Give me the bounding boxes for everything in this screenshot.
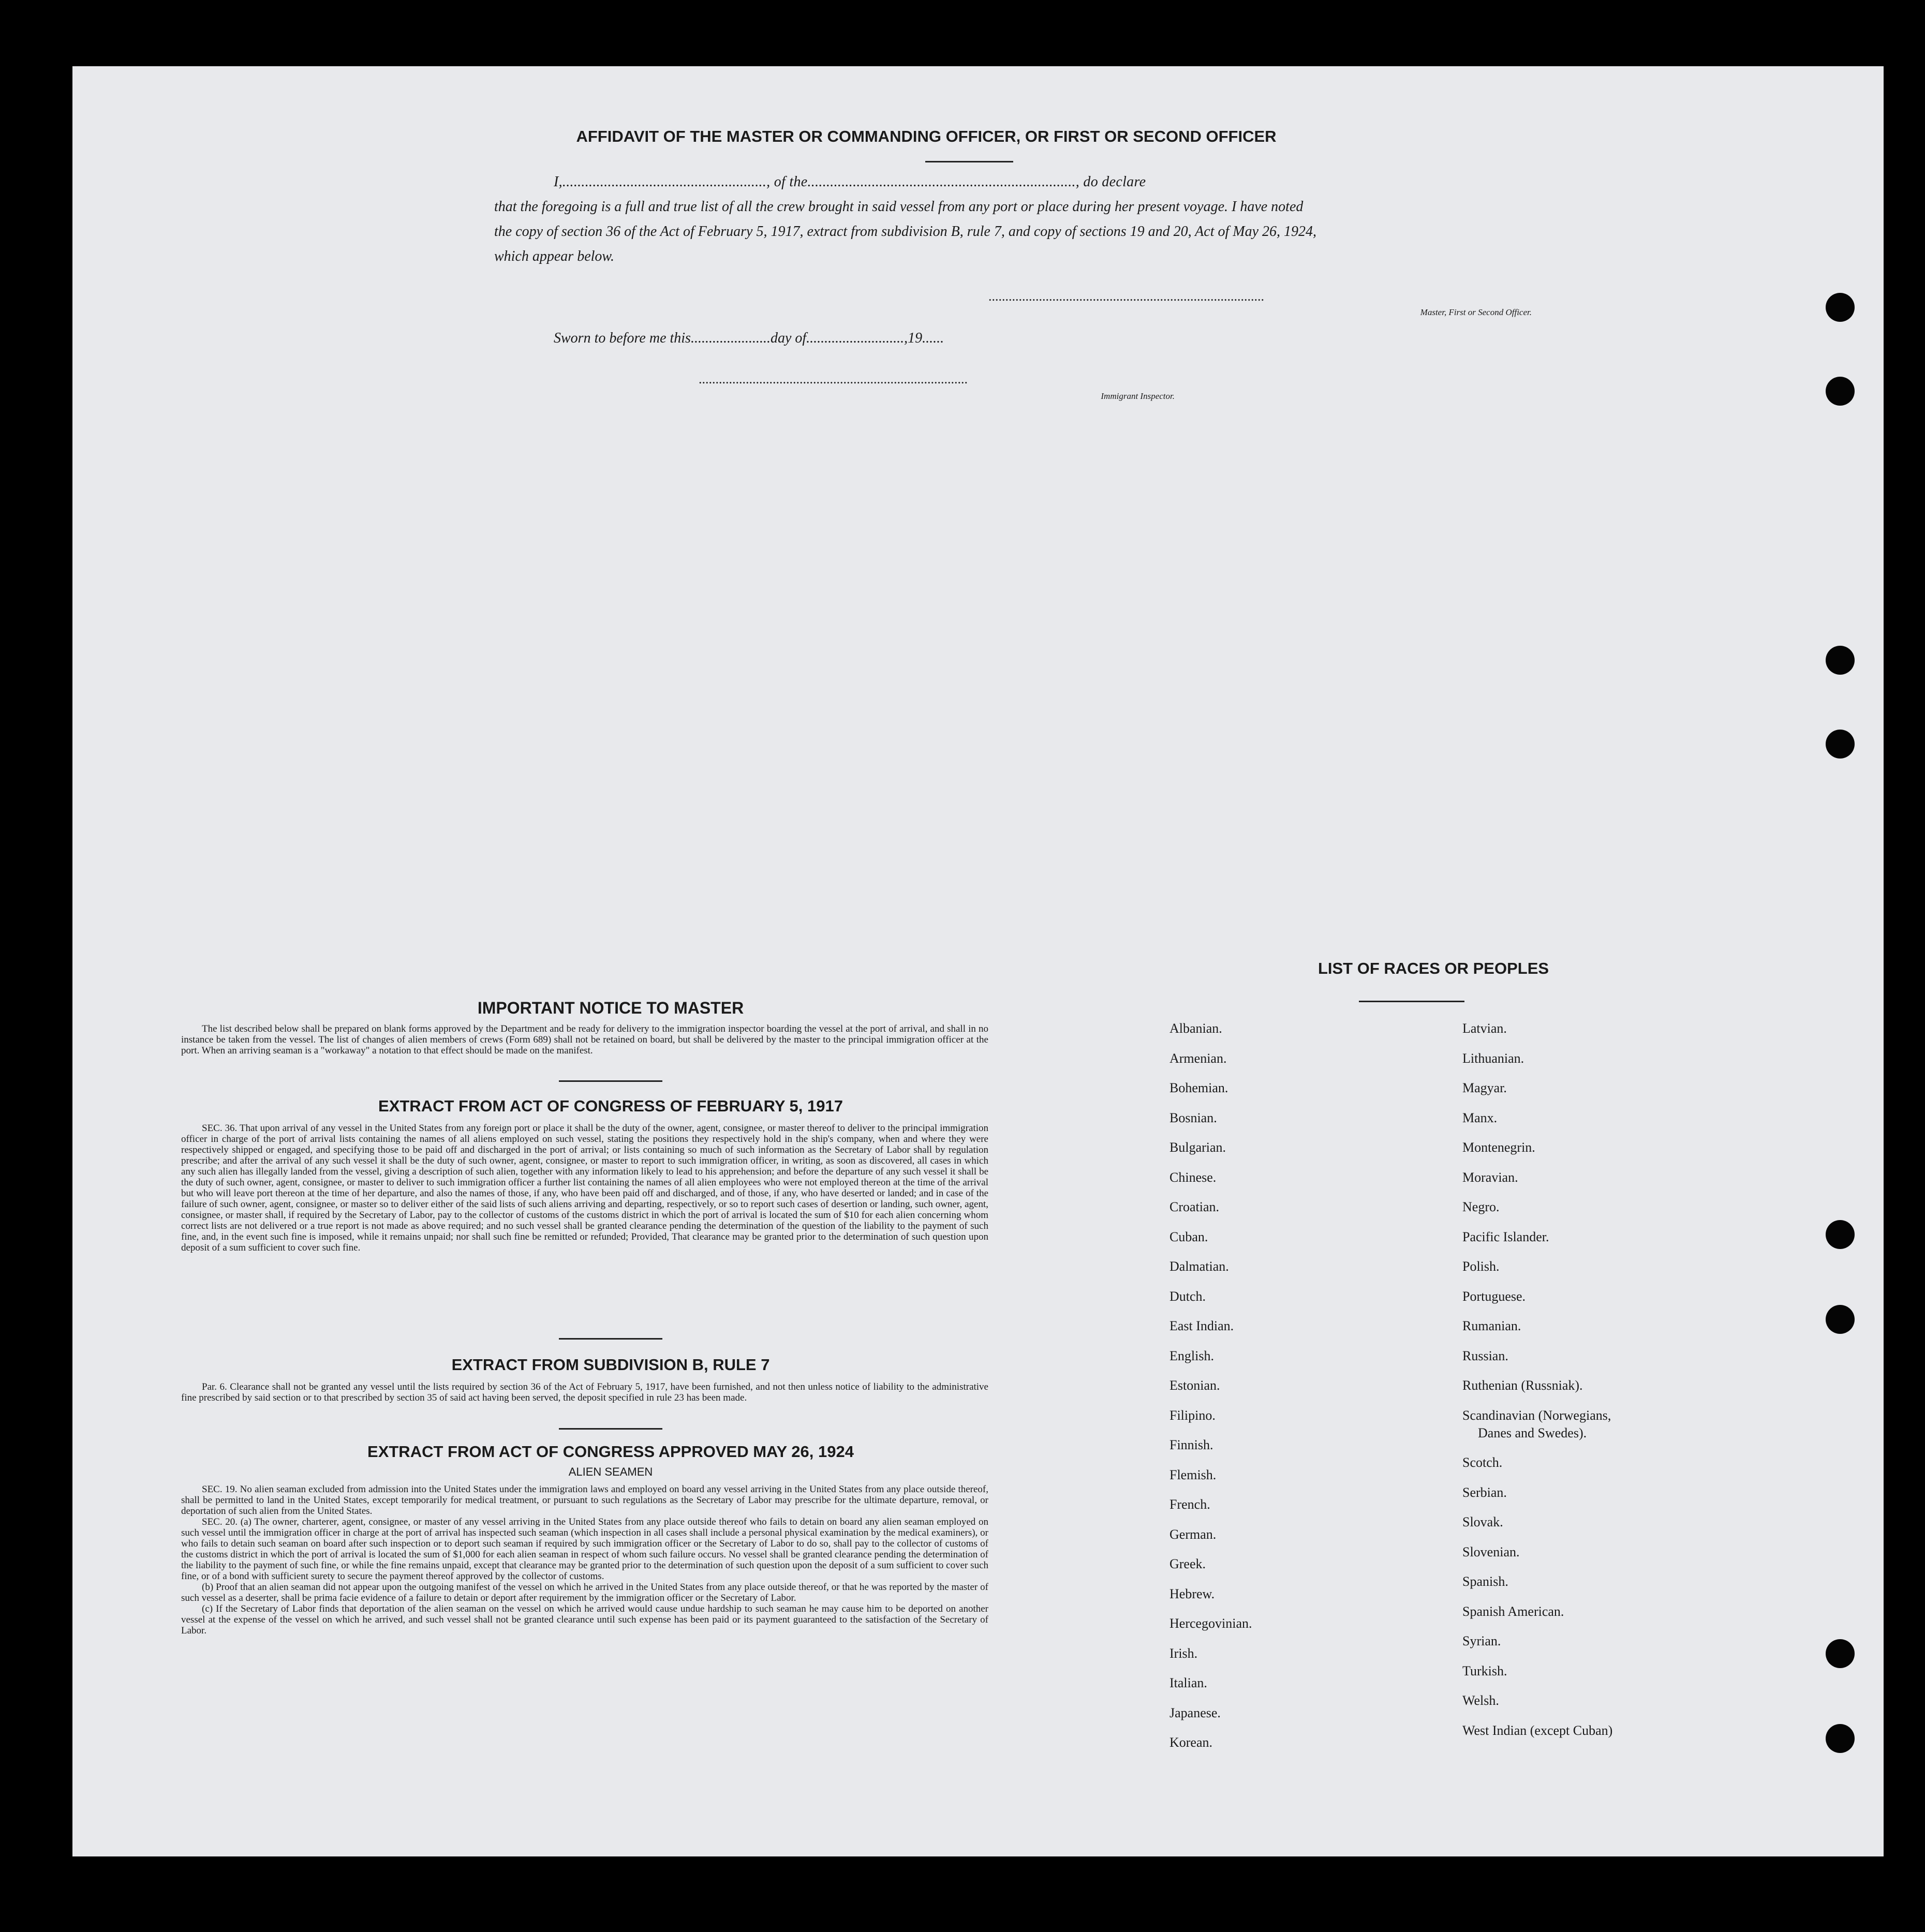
race-item: Turkish.: [1462, 1663, 1507, 1678]
race-item: Ruthenian (Russniak).: [1462, 1378, 1583, 1393]
punch-hole: [1826, 1639, 1855, 1668]
sec-20c-body: (c) If the Secretary of Labor finds that deportation of the alien seaman on the vessel on which he arrived would cause undue hardship to such seaman he may cause him to be deported on another vessel at the expense of the vessel on which he arrived, and such vessel shall not be granted clearance until such expense has been paid or its payment guaranteed to the satisfaction of the Secretary of Labor.: [181, 1603, 988, 1636]
race-item: Korean.: [1169, 1735, 1213, 1750]
race-item: Albanian.: [1169, 1021, 1222, 1036]
document-page: [72, 66, 1884, 1856]
race-item: Irish.: [1169, 1645, 1198, 1661]
race-item: Scandinavian (Norwegians,: [1462, 1407, 1611, 1423]
race-item: Dutch.: [1169, 1288, 1206, 1304]
race-item: Croatian.: [1169, 1199, 1220, 1214]
rule-7-block: [181, 1381, 988, 1403]
notice-title: IMPORTANT NOTICE TO MASTER: [477, 999, 744, 1017]
race-item: Filipino.: [1169, 1407, 1216, 1423]
race-item: Bulgarian.: [1169, 1140, 1226, 1155]
race-item: Lithuanian.: [1462, 1050, 1524, 1066]
race-item: Greek.: [1169, 1556, 1206, 1571]
divider-rule: [559, 1428, 662, 1430]
race-item: Scotch.: [1462, 1455, 1503, 1470]
punch-hole: [1826, 1220, 1855, 1249]
race-item: Syrian.: [1462, 1633, 1501, 1648]
race-item: Spanish.: [1462, 1574, 1508, 1589]
race-item: Hercegovinian.: [1169, 1616, 1252, 1631]
punch-hole: [1826, 730, 1855, 759]
sworn-line: Sworn to before me this......................day of...........................,19......: [554, 330, 944, 346]
rule-7-title: EXTRACT FROM SUBDIVISION B, RULE 7: [451, 1356, 770, 1374]
inspector-signature-line: ................................................................................: [699, 371, 968, 387]
punch-hole: [1826, 1305, 1855, 1334]
race-item: Portuguese.: [1462, 1288, 1526, 1304]
race-item: Hebrew.: [1169, 1586, 1215, 1601]
extract-1924-title: EXTRACT FROM ACT OF CONGRESS APPROVED MAY 26, 1924: [367, 1443, 854, 1461]
race-item: Chinese.: [1169, 1169, 1217, 1185]
divider-rule: [559, 1338, 662, 1340]
race-item: Latvian.: [1462, 1021, 1507, 1036]
inspector-caption: Immigrant Inspector.: [1101, 391, 1175, 401]
race-item: English.: [1169, 1348, 1214, 1363]
race-item: Japanese.: [1169, 1705, 1221, 1720]
extract-1924-block: [181, 1484, 988, 1636]
race-item: Russian.: [1462, 1348, 1508, 1363]
race-item: Dalmatian.: [1169, 1259, 1229, 1274]
punch-hole: [1826, 1724, 1855, 1753]
races-title: LIST OF RACES OR PEOPLES: [1317, 959, 1549, 977]
race-item: Slovenian.: [1462, 1544, 1520, 1559]
divider-rule: [559, 1080, 662, 1082]
punch-hole: [1826, 646, 1855, 675]
extract-1917-body: SEC. 36. That upon arrival of any vessel in the United States from any foreign port or place it shall be the duty of the owner, agent, consignee, or master thereof to deliver to the principal immigration officer in charge of the port of arrival lists containing the names of all aliens employed on such vessel, stating the positions they respectively hold in the ship's company, when and where they were respectively shipped or engaged, and specifying those to be paid off and discharged in the port of arrival; or lists containing so much of such information as the Secretary of Labor shall by regulation prescribe; and after the arrival of any such vessel it shall be the duty of such owner, agent, consignee, or master to report to such immigration officer, in writing, as soon as discovered, all cases in which any such alien has illegally landed from the vessel, giving a description of such alien, together with any information likely to lead to his apprehension; and before the departure of any such vessel it shall be the duty of such owner, agent, consignee, or master to deliver to such immigration officer a further list containing the names of all alien employees who were not employed thereon at the time of the arrival but who will leave port thereon at the time of her departure, and also the names of those, if any, who have been paid off and discharged, and of those, if any, who have deserted or landed; and in case of the failure of such owner, agent, consignee, or master so to deliver either of the said lists of such aliens arriving and departing, respectively, or so to report such cases of desertion or landing, such owner, agent, consignee, or master shall, if required by the Secretary of Labor, pay to the collector of customs of the customs district in which the port of arrival is located the sum of $10 for each alien concerning whom correct lists are not delivered or a true report is not made as above required; and no such vessel shall be granted clearance pending the determination of the question of the liability to the payment of such fine, and, in the event such fine is imposed, while it remains unpaid; nor shall such fine be remitted or refunded; Provided, That clearance may be granted prior to the determination of such question upon deposit of a sum sufficient to cover such fine.: [181, 1123, 988, 1253]
race-item: Bosnian.: [1169, 1110, 1217, 1125]
race-item: Finnish.: [1169, 1437, 1213, 1452]
race-item: Italian.: [1169, 1675, 1207, 1690]
affidavit-line-4: which appear below.: [494, 248, 615, 264]
race-item: French.: [1169, 1497, 1210, 1512]
race-item: Flemish.: [1169, 1467, 1217, 1482]
master-signature-caption: Master, First or Second Officer.: [1420, 307, 1532, 317]
race-item: East Indian.: [1169, 1318, 1234, 1333]
extract-1917-title: EXTRACT FROM ACT OF CONGRESS OF FEBRUARY 5, 1917: [378, 1097, 843, 1115]
punch-hole: [1826, 293, 1855, 322]
master-signature-line: ..................................................................................: [988, 289, 1264, 304]
sec-20b-body: (b) Proof that an alien seaman did not appear upon the outgoing manifest of the vessel on which he arrived in the United States from any place outside thereof, or that he was reported by the master of such vessel as a deserter, shall be prima facie evidence of a failure to detain or deport after requirement by the immigration officer or the Secretary of Labor.: [181, 1582, 988, 1603]
race-item: West Indian (except Cuban): [1462, 1722, 1613, 1738]
notice-body: The list described below shall be prepared on blank forms approved by the Department and be ready for delivery to the immigration inspector boarding the vessel at the port of arrival, and shall in no instance be taken from the vessel. The list of changes of alien members of crews (Form 689) shall not be retained on board, but shall be delivered by the master to the principal immigration officer at the port. When an arriving seaman is a "workaway" a notation to that effect should be made on the manifest.: [181, 1023, 988, 1056]
race-item: Polish.: [1462, 1259, 1500, 1274]
race-item: Pacific Islander.: [1462, 1229, 1549, 1244]
race-item: Spanish American.: [1462, 1603, 1564, 1619]
affidavit-line-3: the copy of section 36 of the Act of February 5, 1917, extract from subdivision B, rule 7, and copy of sections 19 and 20, Act of May 26, 1924,: [494, 224, 1317, 240]
race-item: German.: [1169, 1526, 1217, 1542]
race-item: Welsh.: [1462, 1693, 1499, 1708]
rule-7-body: Par. 6. Clearance shall not be granted any vessel until the lists required by section 36 of the Act of February 5, 1917, have been furnished, and not then unless notice of liability to the administrative fine prescribed by said section or to that prescribed by section 35 of said act having been served, the deposit specified in rule 23 has been made.: [181, 1381, 988, 1403]
sec-19-body: SEC. 19. No alien seaman excluded from admission into the United States under the immigration laws and employed on board any vessel arriving in the United States from any place outside thereof, shall be permitted to land in the United States, except temporarily for medical treatment, or pursuant to such regulations as the Secretary of Labor may prescribe for the ultimate departure, removal, or deportation of such alien from the United States.: [181, 1484, 988, 1517]
alien-seamen-subtitle: ALIEN SEAMEN: [568, 1465, 653, 1478]
race-item: Serbian.: [1462, 1484, 1507, 1500]
notice-body-block: [181, 1023, 988, 1056]
affidavit-line-1: I,......................................................, of the......................................................................., do declare: [554, 174, 1146, 190]
affidavit-title: AFFIDAVIT OF THE MASTER OR COMMANDING OFFICER, OR FIRST OR SECOND OFFICER: [576, 127, 1277, 145]
race-item: Rumanian.: [1462, 1318, 1521, 1333]
race-item: Montenegrin.: [1462, 1140, 1535, 1155]
affidavit-line-2: that the foregoing is a full and true list of all the crew brought in said vessel from any port or place during her present voyage. I have noted: [494, 199, 1304, 215]
extract-1917-block: [181, 1123, 988, 1253]
race-item: Estonian.: [1169, 1378, 1220, 1393]
race-item: Moravian.: [1462, 1169, 1518, 1185]
title-rule: [925, 161, 1013, 162]
race-item: Negro.: [1462, 1199, 1500, 1214]
race-item: Bohemian.: [1169, 1080, 1228, 1095]
sec-20a-body: SEC. 20. (a) The owner, charterer, agent, consignee, or master of any vessel arriving in the United States from any place outside thereof who fails to detain on board any alien seaman employed on such vessel until the immigration officer in charge at the port of arrival has inspected such seaman (which inspection in all cases shall include a personal physical examination by the medical examiners), or who fails to detain such seaman on board after such inspection or to deport such seaman if required by such immigration officer or the Secretary of Labor to do so, shall pay to the collector of customs of the customs district in which the port of arrival is located the sum of $1,000 for each alien seaman in respect of whom such failure occurs. No vessel shall be granted clearance pending the determination of the liability to the payment of such fine, or while the fine remains unpaid, except that clearance may be granted prior to the determination of such question upon the deposit of a sum sufficient to cover such fine, or of a bond with sufficient surety to secure the payment thereof approved by the collector of customs.: [181, 1517, 988, 1582]
race-item: Slovak.: [1462, 1514, 1503, 1529]
race-item: Magyar.: [1462, 1080, 1507, 1095]
race-item: Armenian.: [1169, 1050, 1227, 1066]
race-item: Danes and Swedes).: [1478, 1425, 1587, 1440]
races-title-rule: [1359, 1001, 1464, 1002]
punch-hole: [1826, 377, 1855, 406]
race-item: Manx.: [1462, 1110, 1498, 1125]
race-item: Cuban.: [1169, 1229, 1208, 1244]
